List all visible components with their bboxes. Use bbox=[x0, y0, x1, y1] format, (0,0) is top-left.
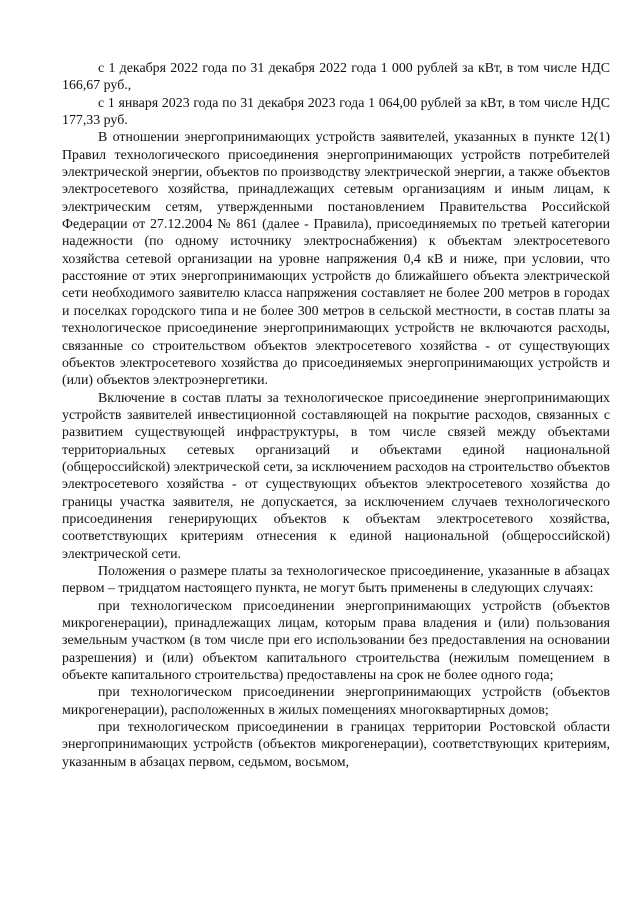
document-body bbox=[62, 60, 610, 771]
paragraph-exceptions-intro: Положения о размере платы за технологическое присоединение, указанные в абзацах первом – тридцатом настоящего пункта, не могут быть применены в следующих случаях: bbox=[62, 563, 610, 597]
paragraph-tariff-2022: с 1 декабря 2022 года по 31 декабря 2022 года 1 000 рублей за кВт, в том числе НДС 166,67 руб., bbox=[62, 61, 610, 94]
paragraph-investment-component: Включение в состав платы за технологическое присоединение энергопринимающих устройств заявителей инвестиционной составляющей на покрытие расходов, связанных с развитием существующей инфраструктуры, в том числе связей между объектами территориальных сетевых организаций и объектами единой национальной (общероссийской) электрической сети, за исключением расходов на строительство объектов электросетевого хозяйства - от существующих объектов электросетевого хозяйства до границы участка заявителя, не допускается, за исключением случаев технологического присоединения генерирующих объектов к объектам электросетевого хозяйства, соответствующих критериям отнесения к единой национальной (общероссийской) электрической сети. bbox=[62, 390, 610, 562]
paragraph-exclusion-rules: В отношении энергопринимающих устройств заявителей, указанных в пункте 12(1) Правил технологического присоединения энергопринимающих устройств потребителей электрической энергии, объектов по производству электрической энергии, а также объектов электросетевого хозяйства, принадлежащих сетевым организациям и иным лицам, к электрическим сетям, утвержденными постановлением Правительства Российской Федерации от 27.12.2004 № 861 (далее - Правила), присоединяемых по третьей категории надежности (по одному источнику электроснабжения) к объектам электросетевого хозяйства сетевой организации на уровне напряжения 0,4 кВ и ниже, при условии, что расстояние от этих энергопринимающих устройств до ближайшего объекта электрической сети необходимого заявителю класса напряжения составляет не более 200 метров в городах и поселках городского типа и не более 300 метров в сельской местности, в состав платы за технологическое присоединение энергопринимающих устройств не включаются расходы, связанные со строительством объектов электросетевого хозяйства - от существующих объектов электросетевого хозяйства до присоединяемых энергопринимающих устройств и (или) объектов электроэнергетики. bbox=[62, 130, 610, 389]
paragraph-exception-apartments: при технологическом присоединении энергопринимающих устройств (объектов микрогенерации), расположенных в жилых помещениях многоквартирных домов; bbox=[62, 685, 610, 718]
paragraph-exception-rostov: при технологическом присоединении в границах территории Ростовской области энергопринимающих устройств (объектов микрогенерации), соответствующих критериям, указанным в абзацах первом, седьмом, восьмом, bbox=[62, 720, 610, 770]
paragraph-exception-short-term: при технологическом присоединении энергопринимающих устройств (объектов микрогенерации), принадлежащих лицам, которым права владения и (или) пользования земельным участком (в том числе при его использовании без предоставления на основании разрешения) и (или) объектом капитального строительства (нежилым помещением в объекте капитального строительства) предоставлены на срок не более одного года; bbox=[62, 598, 610, 684]
paragraph-tariff-2023: с 1 января 2023 года по 31 декабря 2023 года 1 064,00 рублей за кВт, в том числе НДС 177,33 руб. bbox=[62, 95, 610, 129]
